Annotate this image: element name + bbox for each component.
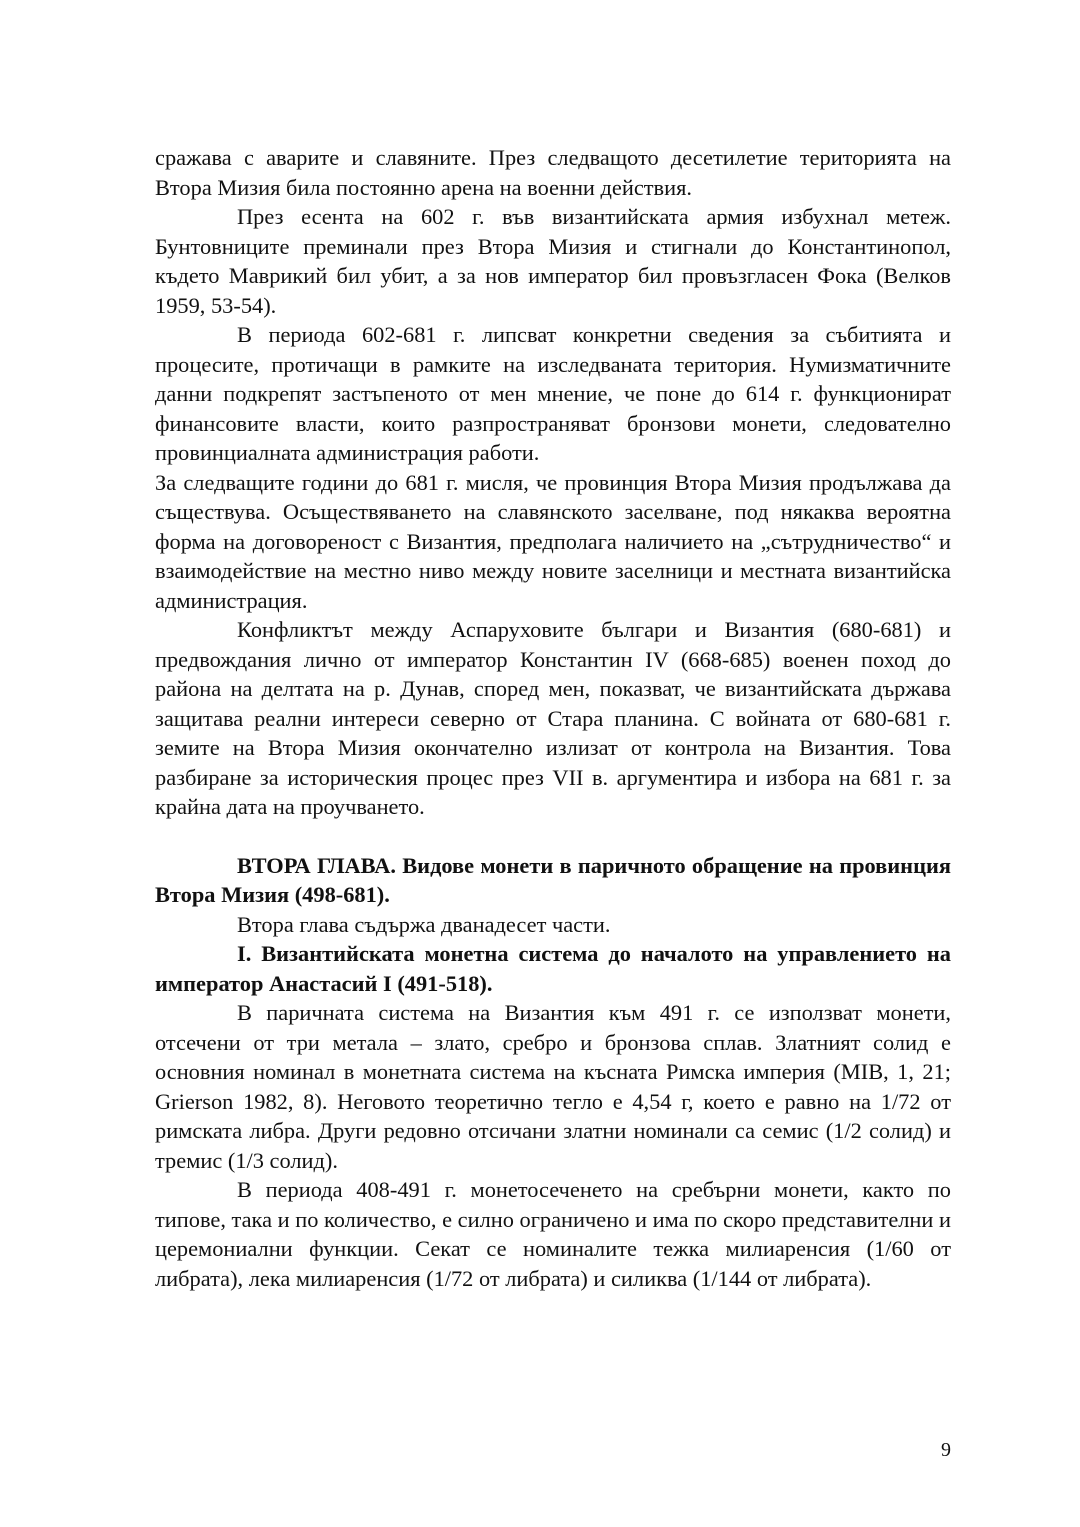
chapter-heading: ВТОРА ГЛАВА. Видове монети в паричното обращение на провинция Втора Мизия (498-681). bbox=[155, 852, 951, 907]
section-gap bbox=[155, 822, 951, 851]
paragraph-following-years: За следващите години до 681 г. мисля, че провинция Втора Мизия продължава да съществува. Осъществяването на славянското заселване, под някаква вероятна форма на договореност с Византия, предполага наличието на „сътрудничество“ и взаимодействие на местно ниво между новите заселници и местната византийска администрация. bbox=[155, 469, 951, 613]
paragraph-chapter-parts: Втора глава съдържа дванадесет части. bbox=[237, 911, 611, 937]
paragraph-monetary-system: В паричната система на Византия към 491 г. се използват монети, отсечени от три метала – злато, сребро и бронзова сплав. Златният солид е основния номинал в монетната система на късната Римска империя (MIB, 1, 21; Grierson 1982, 8). Неговото теоретично тегло е 4,54 г, което е равно на 1/72 от римската либра. Други редовно отсичани златни номинали са семис (1/2 солид) и тремис (1/3 солид). bbox=[155, 1000, 951, 1173]
paragraph-period-602-681: В периода 602-681 г. липсват конкретни сведения за събитията и процесите, протичащи в рамките на изследваната територия. Нумизматичните данни подкрепят застъпеното от мен мнение, че поне до 614 г. функционират финансовите власти, които разпространяват бронзови монети, следователно провинциалната администрация работи. bbox=[155, 322, 951, 465]
page-number: 9 bbox=[941, 1439, 951, 1461]
section-heading: I. Византийската монетна система до началото на управлението на император Анастасий I (491-518). bbox=[155, 941, 951, 996]
paragraph-mutiny-602: През есента на 602 г. във византийската армия избухнал метеж. Бунтовниците преминали през Втора Мизия и стигнали до Константинопол, където Маврикий бил убит, а за нов император бил провъзгласен Фока (Велков 1959, 53-54). bbox=[155, 204, 951, 318]
paragraph-silver-coinage: В периода 408-491 г. монетосеченето на сребърни монети, както по типове, така и по количество, е силно ограничено и има по скоро представителни и церемониални функции. Секат се номиналите тежка милиаренсия (1/60 от либрата), лека милиаренсия (1/72 от либрата) и силиква (1/144 от либрата). bbox=[155, 1177, 951, 1291]
paragraph-continuation: сражава с аварите и славяните. През следващото десетилетие територията на Втора Мизия била постоянно арена на военни действия. bbox=[155, 145, 951, 200]
document-page bbox=[155, 143, 951, 1293]
paragraph-conflict-680-681: Конфликтът между Аспаруховите българи и Византия (680-681) и предвождания лично от император Константин IV (668-685) военен поход до района на делтата на р. Дунав, според мен, показват, че византийската държава защитава реални интереси северно от Стара планина. С войната от 680-681 г. земите на Втора Мизия окончателно излизат от контрола на Византия. Това разбиране за историческия процес през VII в. аргументира и избора на 681 г. за крайна дата на проучването. bbox=[155, 617, 951, 819]
